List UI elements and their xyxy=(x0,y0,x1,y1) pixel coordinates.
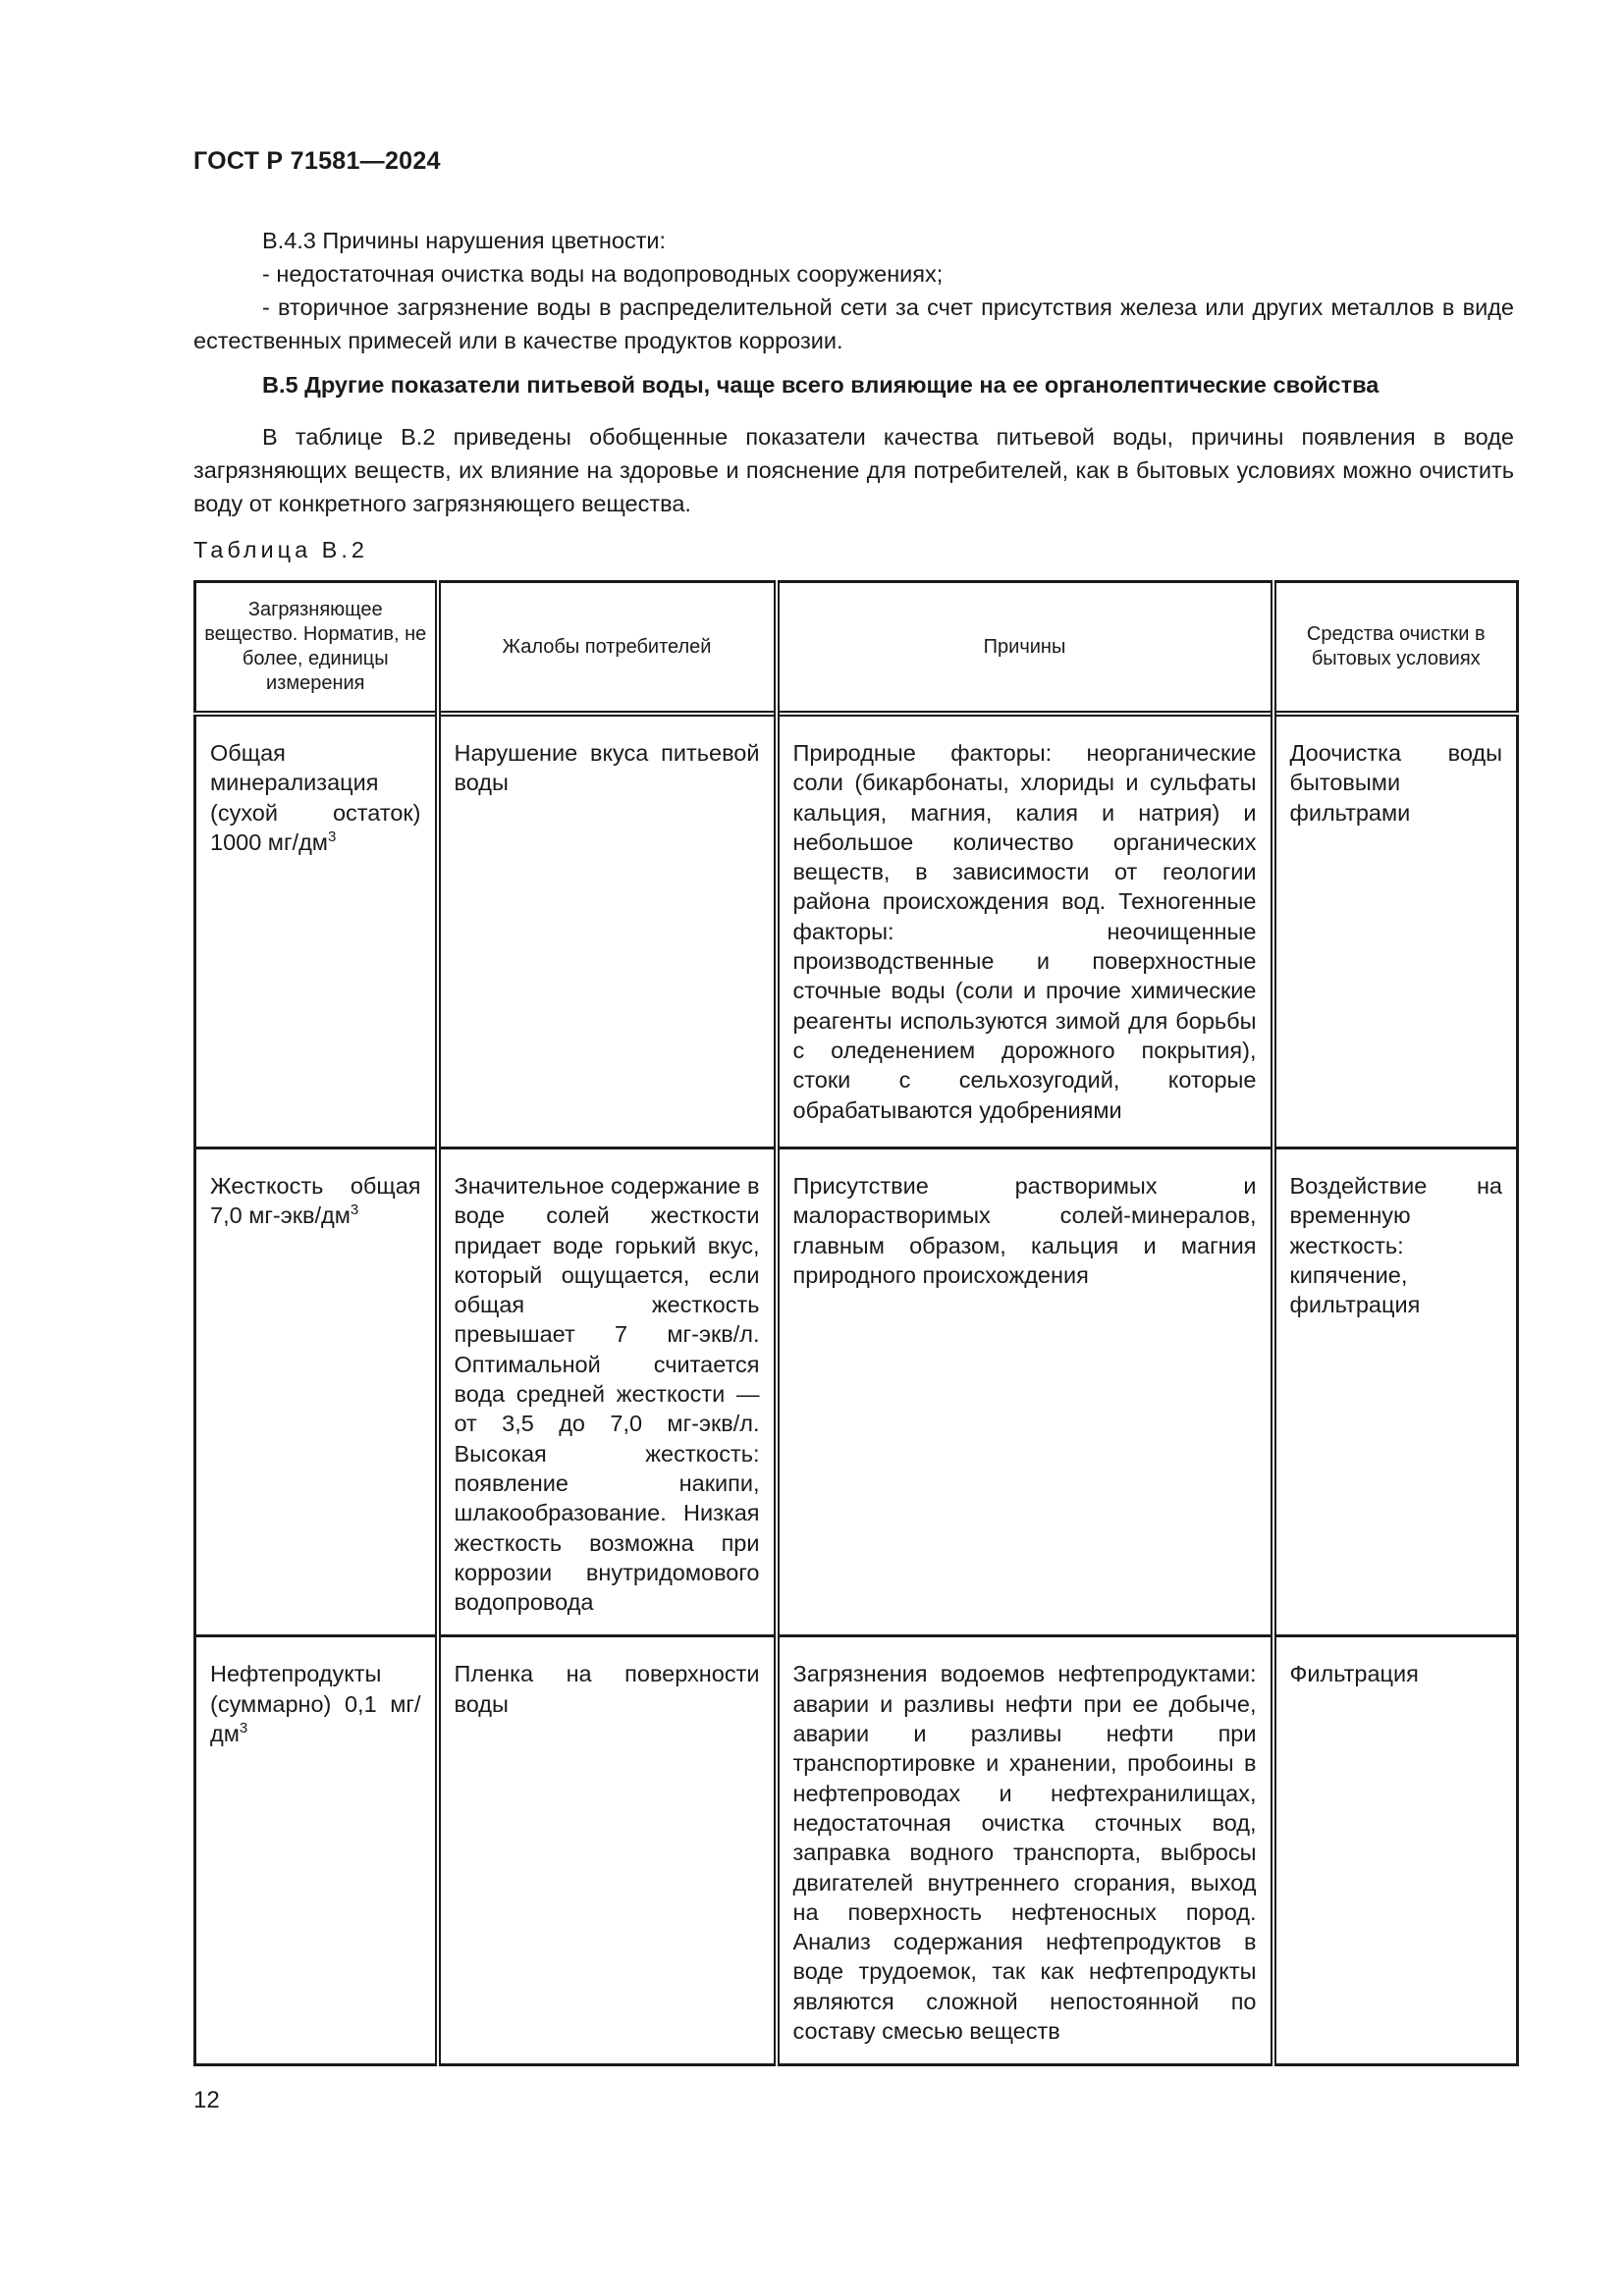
document-id-header: ГОСТ Р 71581—2024 xyxy=(193,147,441,175)
cell-causes: Присутствие растворимых и малорастворимых солей-минералов, главным образом, кальция и магния природного происхождения xyxy=(777,1148,1273,1636)
substance-text: Общая минерализация (сухой остаток) 1000 мг/дм xyxy=(210,740,421,855)
table-row xyxy=(195,1636,1518,2065)
section-b5-intro: В таблице В.2 приведены обобщенные показатели качества питьевой воды, причины появления в воде загрязняющих веществ, их влияние на здоровье и пояснение для потребителей, как в бытовых условиях можно очистить воду от конкретного загрязняющего вещества. xyxy=(193,424,1514,516)
superscript: 3 xyxy=(327,828,337,846)
substance-text: Нефтепродукты (суммарно) 0,1 мг/дм xyxy=(210,1661,421,1747)
section-b43-title: В.4.3 Причины нарушения цветности: xyxy=(262,228,667,253)
cell-causes: Природные факторы: неорганические соли (бикарбонаты, хлориды и сульфаты кальция, магния, калия и натрия) и небольшое количество органических веществ, в зависимости от геологии района происхождения вод. Техногенные факторы: неочищенные производственные и поверхностные сточные воды (соли и прочие химические реагенты используются зимой для борьбы с оледенением дорожного покрытия), стоки с сельхозугодий, которые обрабатываются удобрениями xyxy=(777,714,1273,1148)
cell-substance xyxy=(195,1636,438,2065)
cell-complaints: Пленка на поверхности воды xyxy=(438,1636,777,2065)
page-number: 12 xyxy=(193,2087,220,2113)
cell-treatment: Фильтрация xyxy=(1273,1636,1518,2065)
table-row xyxy=(195,714,1518,1148)
cell-substance xyxy=(195,714,438,1148)
cell-complaints: Значительное содержание в воде солей жесткости придает воде горький вкус, который ощущается, если общая жесткость превышает 7 мг-экв/л. Оптимальной считается вода средней жесткости — от 3,5 до 7,0 мг-экв/л. Высокая жесткость: появление накипи, шлакообразование. Низкая жесткость возможна при коррозии внутридомового водопровода xyxy=(438,1148,777,1636)
cell-complaints: Нарушение вкуса питьевой воды xyxy=(438,714,777,1148)
header-complaints: Жалобы потребителей xyxy=(438,582,777,715)
table-caption: Таблица В.2 xyxy=(193,537,368,562)
header-substance: Загрязняющее вещество. Норматив, не более, единицы измерения xyxy=(195,582,438,715)
cell-substance xyxy=(195,1148,438,1636)
header-causes: Причины xyxy=(777,582,1273,715)
table-row xyxy=(195,1148,1518,1636)
section-b43-item-2: - вторичное загрязнение воды в распределительной сети за счет присутствия железа или других металлов в виде естественных примесей или в качестве продуктов коррозии. xyxy=(193,294,1514,353)
cell-treatment: Воздействие на временную жесткость: кипячение, фильтрация xyxy=(1273,1148,1518,1636)
header-treatment: Средства очистки в бытовых условиях xyxy=(1273,582,1518,715)
superscript: 3 xyxy=(350,1201,359,1219)
table-header-row xyxy=(195,582,1518,715)
section-b5-heading: В.5 Другие показатели питьевой воды, чаще всего влияющие на ее органолептические свойства xyxy=(262,372,1380,398)
superscript: 3 xyxy=(239,1720,248,1737)
section-b43-item-1: - недостаточная очистка воды на водопроводных сооружениях; xyxy=(262,261,944,287)
table-b2 xyxy=(193,580,1516,2066)
cell-treatment: Доочистка воды бытовыми фильтрами xyxy=(1273,714,1518,1148)
substance-text: Жесткость общая 7,0 мг-экв/дм xyxy=(210,1173,421,1229)
cell-causes: Загрязнения водоемов нефтепродуктами: аварии и разливы нефти при ее добыче, аварии и разливы нефти при транспортировке и хранении, пробоины в нефтепроводах и нефтехранилищах, недостаточная очистка сточных вод, заправка водного транспорта, выбросы двигателей внутреннего сгорания, выход на поверхность нефтеносных пород. Анализ содержания нефтепродуктов в воде трудоемок, так как нефтепродукты являются сложной непостоянной по составу смесью веществ xyxy=(777,1636,1273,2065)
